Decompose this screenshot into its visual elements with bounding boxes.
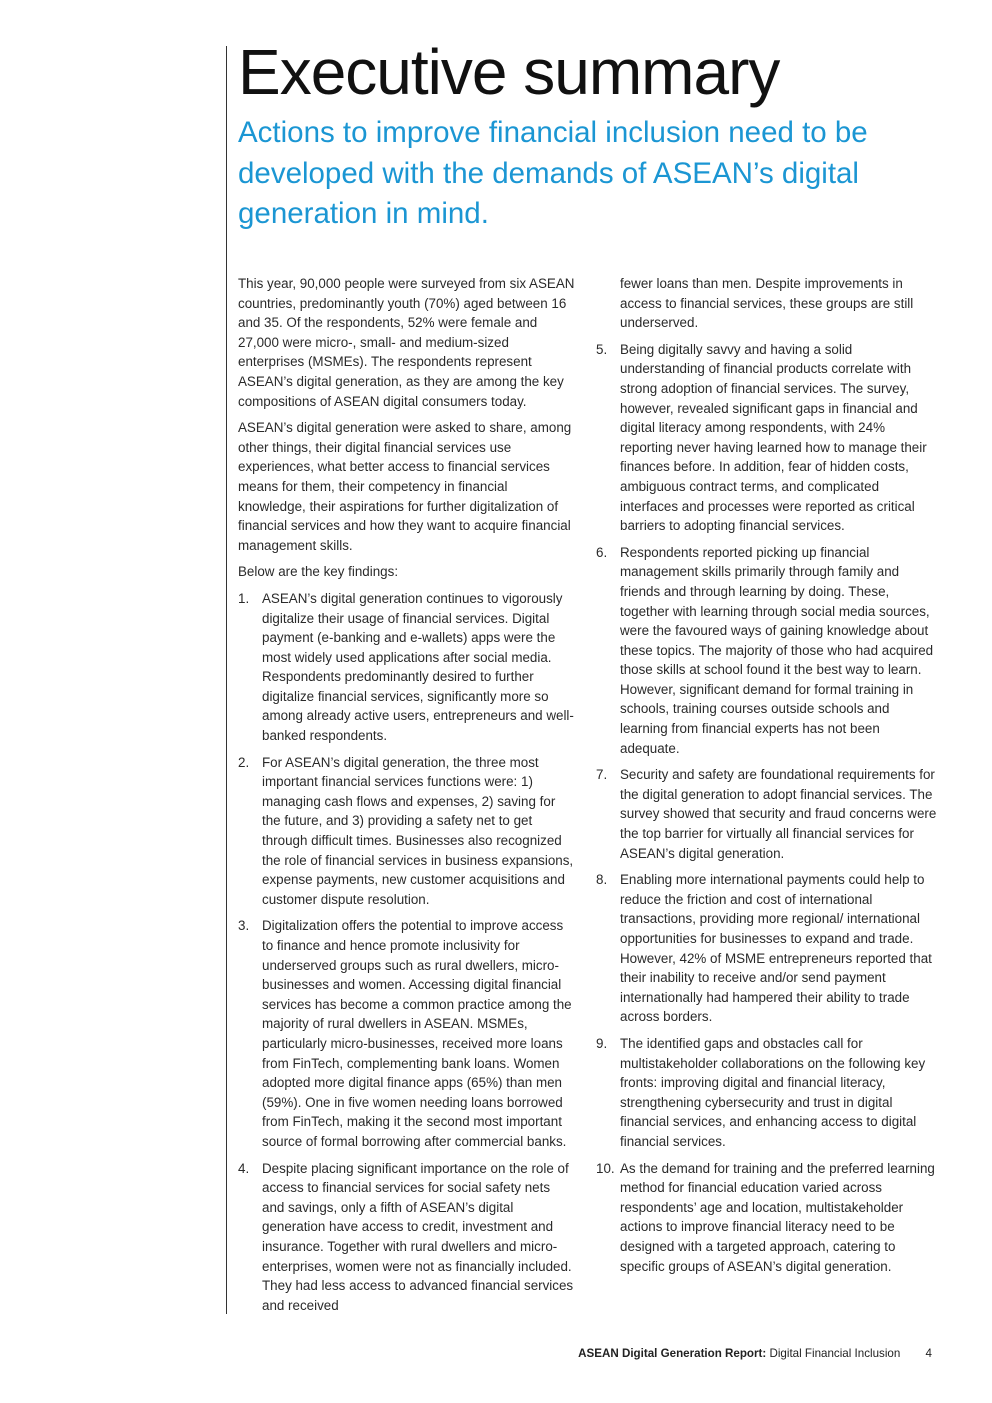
finding-item-1 — [238, 589, 576, 746]
finding-item-10 — [596, 1159, 938, 1277]
finding-item-7 — [596, 765, 938, 863]
finding-item-9 — [596, 1034, 938, 1152]
finding-text: For ASEAN’s digital generation, the three most important financial services functions were: 1) managing cash flows and expenses, 2) saving for the future, and 3) providing a safety net to get through difficult times. Businesses also recognized the role of financial services in business expansions, expense payments, new customer acquisitions and customer dispute resolution. — [262, 754, 574, 907]
finding-item-2 — [238, 753, 576, 910]
finding-text: Security and safety are foundational requirements for the digital generation to adopt financial services. The survey showed that security and fraud concerns were the top barrier for virtually all financial services for ASEAN’s digital generation. — [620, 767, 937, 861]
intro-paragraph-2: ASEAN’s digital generation were asked to share, among other things, their digital financial services use experiences, what better access to financial services means for them, their competency in financial knowledge, their aspirations for further digitalization of financial services and how they want to acquire financial management skills. — [238, 420, 572, 553]
intro-paragraph-3: Below are the key findings: — [238, 564, 399, 580]
finding-text: Being digitally savvy and having a solid understanding of financial products correlate with strong adoption of financial services. The survey, however, revealed significant gaps in financial and digital literacy among respondents, with 24% reporting never having learned how to manage their finances before. In addition, fear of hidden costs, ambiguous contract terms, and complicated interfaces and processes were reported as critical barriers to adopting financial services. — [620, 341, 927, 534]
page-number: 4 — [925, 1347, 932, 1360]
finding-text: As the demand for training and the preferred learning method for financial education varied across respondents’ age and location, multistakeholder actions to improve financial literacy need to be designed with a targeted approach, catering to specific groups of ASEAN’s digital generation. — [620, 1160, 935, 1274]
vertical-rule — [226, 46, 227, 1314]
finding-text: Respondents reported picking up financial management skills primarily through family and friends and through learning by doing. These, together with learning through social media sources, were the favoured ways of gaining knowledge about these topics. The majority of those who had acquired those skills at school found it the best way to learn. However, significant demand for formal training in schools, training courses outside schools and learning from financial experts has not been adequate. — [620, 544, 934, 756]
findings-list-left — [238, 589, 576, 1315]
page-footer — [578, 1347, 932, 1360]
finding-text: The identified gaps and obstacles call for multistakeholder collaborations on the following key fronts: improving digital and financial literacy, strengthening cybersecurity and trust in digital financial services, and enhancing access to digital financial services. — [620, 1035, 926, 1149]
findings-list-right — [596, 340, 938, 1276]
finding-item-6 — [596, 543, 938, 759]
finding-text: ASEAN’s digital generation continues to vigorously digitalize their usage of financial services. Digital payment (e-banking and e-wallets) apps were the most widely used applications after social media. Respondents predominantly desired to further digitalize financial services, significantly more so among already active users, entrepreneurs and well-banked respondents. — [262, 590, 574, 744]
finding-item-8 — [596, 870, 938, 1027]
finding-number: 8. — [596, 872, 608, 888]
page-title: Executive summary — [238, 36, 780, 108]
finding-item-4-continued: fewer loans than men. Despite improvements in access to financial services, these groups are still underserved. — [620, 276, 914, 331]
left-column — [238, 274, 576, 1322]
finding-number: 1. — [238, 590, 250, 606]
finding-item-4 — [238, 1159, 576, 1316]
finding-number: 7. — [596, 767, 608, 783]
footer-report-title: ASEAN Digital Generation Report: — [578, 1347, 767, 1360]
footer-report-subtitle: Digital Financial Inclusion — [769, 1347, 901, 1360]
finding-number: 6. — [596, 544, 608, 560]
finding-number: 3. — [238, 918, 250, 934]
finding-number: 9. — [596, 1035, 608, 1051]
intro-paragraph-1: This year, 90,000 people were surveyed from six ASEAN countries, predominantly youth (70%) aged between 16 and 35. Of the respondents, 52% were female and 27,000 were micro-, small- and medium-sized enterprises (MSMEs). The respondents represent ASEAN’s digital generation, as they are among the key compositions of ASEAN digital consumers today. — [238, 276, 575, 409]
finding-number: 4. — [238, 1160, 250, 1176]
page-subtitle: Actions to improve financial inclusion need to be developed with the demands of ASEAN’s digital generation in mind. — [238, 116, 868, 230]
finding-item-3 — [238, 916, 576, 1151]
finding-number: 5. — [596, 341, 608, 357]
finding-text: Despite placing significant importance on the role of access to financial services for social safety nets and savings, only a fifth of ASEAN’s digital generation have access to credit, investment and insurance. Together with rural dwellers and micro-enterprises, women were not as financially included. They had less access to advanced financial services and received — [262, 1160, 574, 1313]
finding-text: Enabling more international payments could help to reduce the friction and cost of international transactions, providing more regional/ international opportunities for businesses to expand and trade. However, 42% of MSME entrepreneurs reported that their inability to receive and/or send payment internationally had hampered their ability to trade across borders. — [620, 872, 932, 1025]
finding-item-5 — [596, 340, 938, 536]
finding-number: 10. — [596, 1160, 615, 1176]
finding-text: Digitalization offers the potential to improve access to finance and hence promote inclusivity for underserved groups such as rural dwellers, micro-businesses and women. Accessing digital financial services has become a common practice among the majority of rural dwellers in ASEAN. MSMEs, particularly micro-businesses, received more loans from FinTech, complementing bank loans. Women adopted more digital finance apps (65%) than men (59%). One in five women needing loans borrowed from FinTech, making it the second most important source of formal borrowing after commercial banks. — [262, 918, 572, 1149]
finding-number: 2. — [238, 754, 250, 770]
right-column — [596, 274, 938, 1283]
